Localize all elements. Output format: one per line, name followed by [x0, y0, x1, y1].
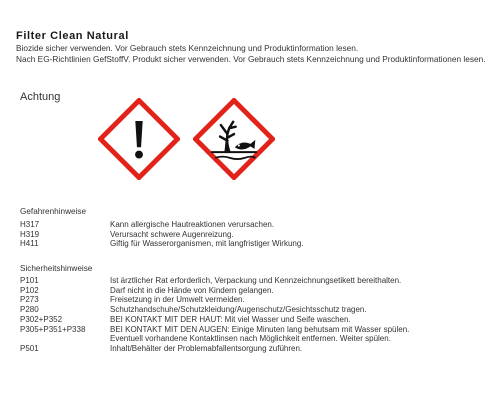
- list-item: [20, 295, 496, 305]
- statement-text: Kann allergische Hautreaktionen verursachen.: [110, 220, 275, 229]
- list-item: [20, 239, 496, 249]
- statement-text: BEI KONTAKT MIT DEN AUGEN: Einige Minuten lang behutsam mit Wasser spülen. Eventuell vorhandene Kontaktlinsen nach Möglichkeit entfernen. Weiter spülen.: [110, 324, 410, 344]
- statement-text: Ist ärztlicher Rat erforderlich, Verpackung und Kennzeichnungsetikett bereithalten.: [110, 276, 402, 285]
- statement-text: Verursacht schwere Augenreizung.: [110, 229, 234, 239]
- intro-line: Nach EG-Richtlinien GefStoffV. Produkt sicher verwenden. Vor Gebrauch stets Kennzeichnung und Produktinformationen lesen.: [16, 53, 486, 64]
- statement-code: H411: [20, 239, 39, 249]
- list-item: [20, 305, 496, 315]
- statement-text: Darf nicht in die Hände von Kindern gelangen.: [110, 285, 274, 295]
- list-item: [20, 230, 496, 240]
- statement-code: P501: [20, 343, 39, 353]
- list-item: [20, 344, 496, 354]
- product-title: Filter Clean Natural: [16, 30, 129, 42]
- exclamation-mark-icon: [98, 98, 180, 180]
- environment-hazard-icon: [193, 98, 275, 180]
- statement-text: BEI KONTAKT MIT DER HAUT: Mit viel Wasser und Seife waschen.: [110, 314, 351, 324]
- statement-code: P280: [20, 305, 39, 315]
- intro-line: Biozide sicher verwenden. Vor Gebrauch stets Kennzeichnung und Produktinformation lesen.: [16, 43, 359, 53]
- statement-code: P101: [20, 276, 39, 285]
- precautionary-statements-heading: Sicherheitshinweise: [20, 264, 93, 273]
- intro-text: [16, 43, 492, 64]
- statement-code: P305+P351+P338: [20, 324, 86, 334]
- statement-text: Inhalt/Behälter der Problemabfallentsorgung zuführen.: [110, 343, 303, 353]
- hazard-statements-heading: Gefahrenhinweise: [20, 207, 86, 216]
- statement-code: H317: [20, 220, 40, 229]
- statement-code: P302+P352: [20, 314, 63, 324]
- exclamation-mark-pictogram: [98, 98, 180, 180]
- statement-text: Schutzhandschuhe/Schutzkleidung/Augenschutz/Gesichtsschutz tragen.: [110, 305, 367, 315]
- environment-hazard-pictogram: [193, 98, 275, 180]
- list-item: [20, 315, 496, 325]
- list-item: [20, 325, 496, 344]
- signal-word: Achtung: [20, 91, 61, 103]
- hazard-statements-list: [20, 220, 496, 249]
- statement-code: H319: [20, 229, 40, 239]
- statement-text: Freisetzung in der Umwelt vermeiden.: [110, 295, 245, 305]
- statement-code: P102: [20, 285, 39, 295]
- statement-text: Giftig für Wasserorganismen, mit langfristiger Wirkung.: [110, 239, 304, 249]
- precautionary-statements-list: [20, 276, 496, 354]
- list-item: [20, 286, 496, 296]
- list-item: [20, 276, 496, 286]
- statement-code: P273: [20, 295, 39, 305]
- list-item: [20, 220, 496, 230]
